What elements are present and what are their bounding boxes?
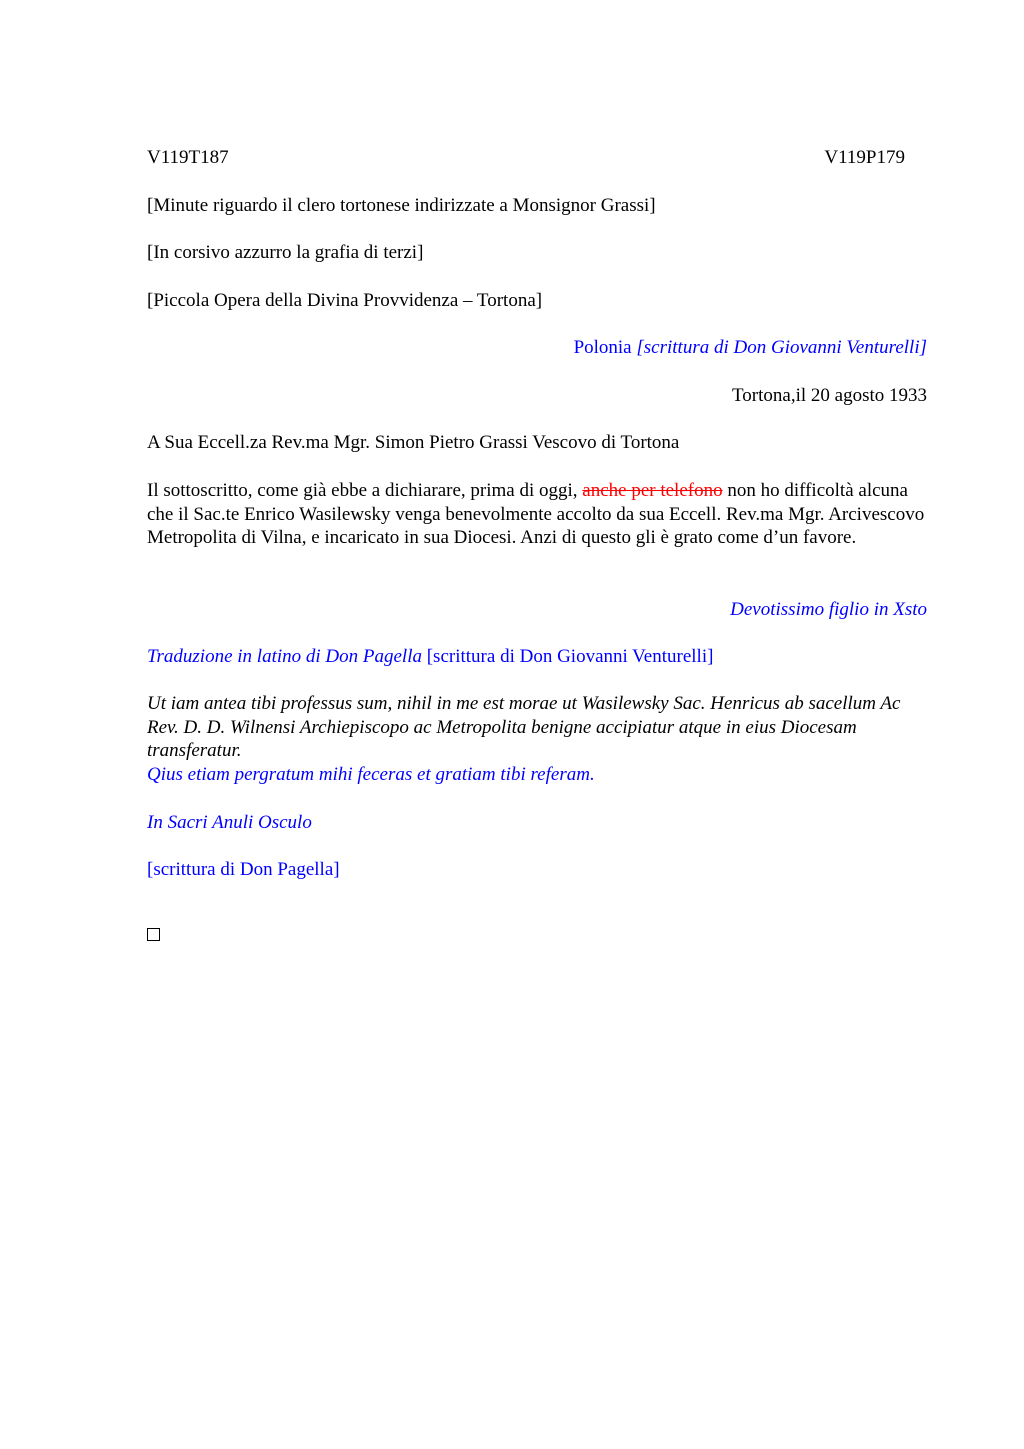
note-minute: [Minute riguardo il clero tortonese indirizzate a Monsignor Grassi] — [147, 195, 656, 216]
document-page — [147, 0, 927, 1449]
date-line: Tortona,il 20 agosto 1933 — [732, 385, 927, 406]
note-opera: [Piccola Opera della Divina Provvidenza – Tortona] — [147, 290, 543, 311]
polonia-note: [scrittura di Don Giovanni Venturelli] — [636, 337, 927, 358]
closing: Devotissimo figlio in Xsto — [730, 599, 927, 620]
polonia-word: Polonia — [573, 337, 632, 358]
translation-heading — [147, 645, 927, 669]
latin-blue-line: Qius etiam pergratum mihi feceras et gratiam tibi referam. — [147, 764, 595, 785]
addressee: A Sua Eccell.za Rev.ma Mgr. Simon Pietro Grassi Vescovo di Tortona — [147, 432, 680, 453]
archive-code-right: V119P179 — [824, 147, 905, 168]
empty-checkbox — [147, 928, 160, 941]
note-corsivo: [In corsivo azzurro la grafia di terzi] — [147, 242, 424, 263]
body-text-before: Il sottoscritto, come già ebbe a dichiarare, prima di oggi, — [147, 480, 583, 501]
struck-text: anche per telefono — [582, 480, 723, 501]
archive-code-left: V119T187 — [147, 147, 229, 168]
sacri-line: In Sacri Anuli Osculo — [147, 812, 312, 833]
translation-note: [scrittura di Don Giovanni Venturelli] — [426, 646, 714, 667]
letter-body — [147, 479, 927, 550]
pagella-note: [scrittura di Don Pagella] — [147, 859, 340, 880]
polonia-line — [147, 336, 927, 360]
translation-title: Traduzione in latino di Don Pagella — [147, 646, 422, 667]
latin-text: Ut iam antea tibi professus sum, nihil in me est morae ut Wasilewsky Sac. Henricus ab sacellum Ac Rev. D. D. Wilnensi Archiepiscopo ac Metropolita benigne accipiatur atque in eius Diocesam transferatur. — [147, 693, 901, 762]
body-text-after: non ho difficoltà alcuna che il Sac.te Enrico Wasilewsky venga benevolmente accolto da sua Eccell. Rev.ma Mgr. Arcivescovo Metropolita di Vilna, e incaricato in sua Diocesi. Anzi di questo gli è grato come d’un favore. — [147, 480, 925, 549]
